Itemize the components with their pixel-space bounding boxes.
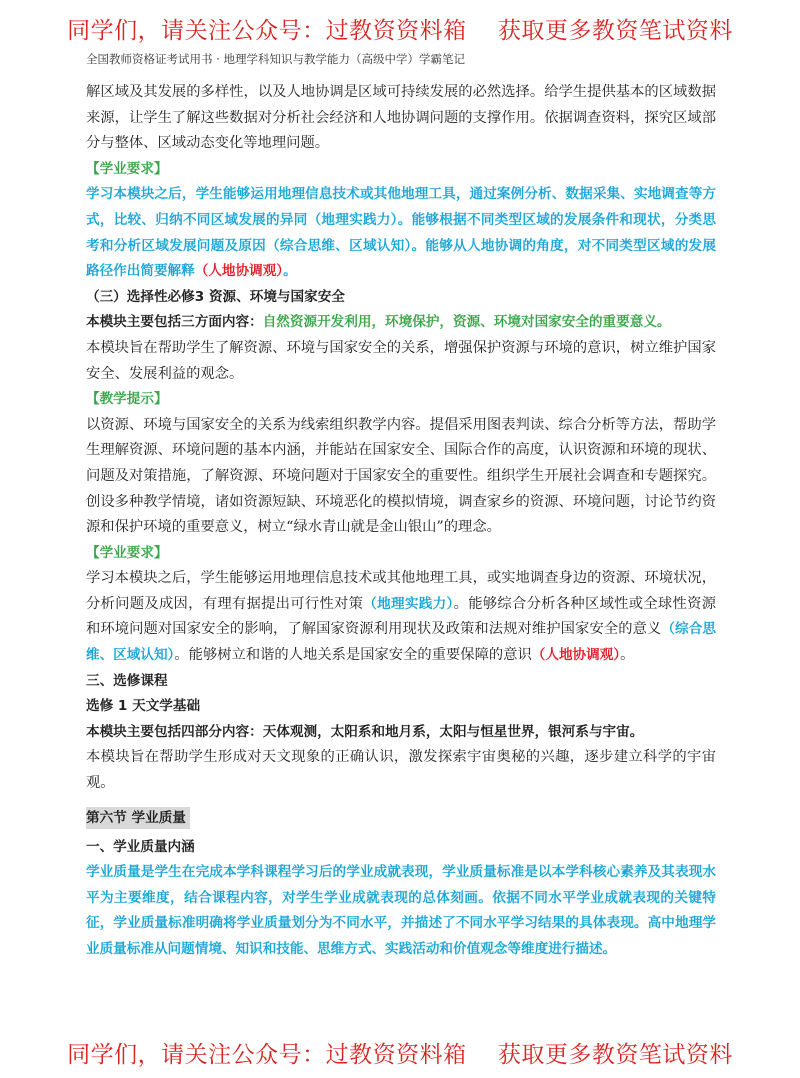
req1-literacy: （人地协调观）	[194, 263, 284, 280]
top-promo-banner: 同学们，请关注公众号：过教资资料箱 获取更多教资笔试资料	[67, 18, 733, 44]
section-title: 第六节 学业质量	[86, 807, 190, 829]
academic-requirement-paragraph-2	[86, 566, 716, 668]
req2-text-2: 。能够综合分析各种区域性或全球性资源和环境问题对国家安全的影响，了解国家资源利用现状及政策和法规对维护国家安全的意义	[86, 595, 717, 638]
module3-lead-content: 自然资源开发利用，环境保护，资源、环境对国家安全的重要意义。	[262, 314, 671, 331]
elective-lead: 本模块主要包括四部分内容：天体观测，太阳系和地月系，太阳与恒星世界，银河系与宇宙。	[86, 723, 644, 740]
module3-heading: （三）选择性必修3 资源、环境与国家安全	[86, 288, 345, 305]
req1-end: 。	[283, 263, 297, 280]
academic-requirement-tag-2: 【学业要求】	[86, 544, 168, 561]
academic-requirement-tag: 【学业要求】	[86, 160, 168, 177]
academic-requirement-paragraph	[86, 182, 716, 284]
quality-paragraph: 学业质量是学生在完成本学科课程学习后的学业成就表现，学业质量标准是以本学科核心素养及其表现水平为主要维度，结合课程内容，对学生学业成就表现的总体刻画。依据不同水平学业成就表现的关键特征，学业质量标准明确将学业质量划分为不同水平，并描述了不同水平学习结果的具体表现。高中地理学业质量标准从问题情境、知识和技能、思维方式、实践活动和价值观念等维度进行描述。	[86, 864, 716, 957]
module3-aim: 本模块旨在帮助学生了解资源、环境与国家安全的关系，增强保护资源与环境的意识，树立维护国家安全、发展利益的观念。	[86, 339, 716, 382]
req2-literacy-1: （地理实践力）	[363, 595, 454, 612]
req2-literacy-2: （综合思维、区域认知）	[86, 621, 716, 664]
elective-subheading: 选修 1 天文学基础	[86, 698, 201, 715]
teaching-tip-paragraph: 以资源、环境与国家安全的关系为线索组织教学内容。提倡采用图表判读、综合分析等方法，帮助学生理解资源、环境问题的基本内涵，并能站在国家安全、国际合作的高度，认识资源和环境的现状、问题及对策措施，了解资源、环境问题对于国家安全的重要性。组织学生开展社会调查和专题探究。创设多种教学情境，诸如资源短缺、环境恶化的模拟情境，调查家乡的资源、环境问题，讨论节约资源和保护环境的重要意义，树立“绿水青山就是金山银山”的理念。	[86, 416, 716, 536]
module3-lead-label: 本模块主要包括三方面内容：	[86, 314, 263, 331]
req1-text: 学习本模块之后，学生能够运用地理信息技术或其他地理工具，通过案例分析、数据采集、实地调查等方式，比较、归纳不同区域发展的异同（地理实践力）。能够根据不同类型区域的发展条件和现状，分类思考和分析区域发展问题及原因（综合思维、区域认知）。能够从人地协调的角度，对不同类型区域的发展路径作出简要解释	[86, 186, 716, 280]
req2-text-1: 学习本模块之后，学生能够运用地理信息技术或其他地理工具，或实地调查身边的资源、环境状况，分析问题及成因，有理有据提出可行性对策	[86, 570, 716, 612]
elective-aim: 本模块旨在帮助学生形成对天文现象的正确认识，激发探索宇宙奥秘的兴趣，逐步建立科学的宇宙观。	[86, 749, 716, 792]
page-content	[86, 80, 716, 963]
req2-text-3: 。能够树立和谐的人地关系是国家安全的重要保障的意识	[174, 647, 532, 664]
running-head: 全国教师资格证考试用书 · 地理学科知识与教学能力（高级中学）学霸笔记	[86, 52, 465, 66]
intro-paragraph: 解区域及其发展的多样性，以及人地协调是区域可持续发展的必然选择。给学生提供基本的区域数据来源，让学生了解这些数据对分析社会经济和人地协调问题的支撑作用。依据调查资料，探究区域部分与整体、区域动态变化等地理问题。	[86, 84, 716, 152]
quality-heading: 一、学业质量内涵	[86, 838, 195, 855]
bottom-promo-banner: 同学们，请关注公众号：过教资资料箱 获取更多教资笔试资料	[67, 1042, 733, 1068]
elective-heading: 三、选修课程	[86, 672, 168, 689]
module3-lead	[86, 310, 716, 336]
req2-end: 。	[620, 647, 635, 664]
teaching-tip-tag: 【教学提示】	[86, 391, 168, 408]
req2-literacy-3: （人地协调观）	[531, 647, 621, 664]
